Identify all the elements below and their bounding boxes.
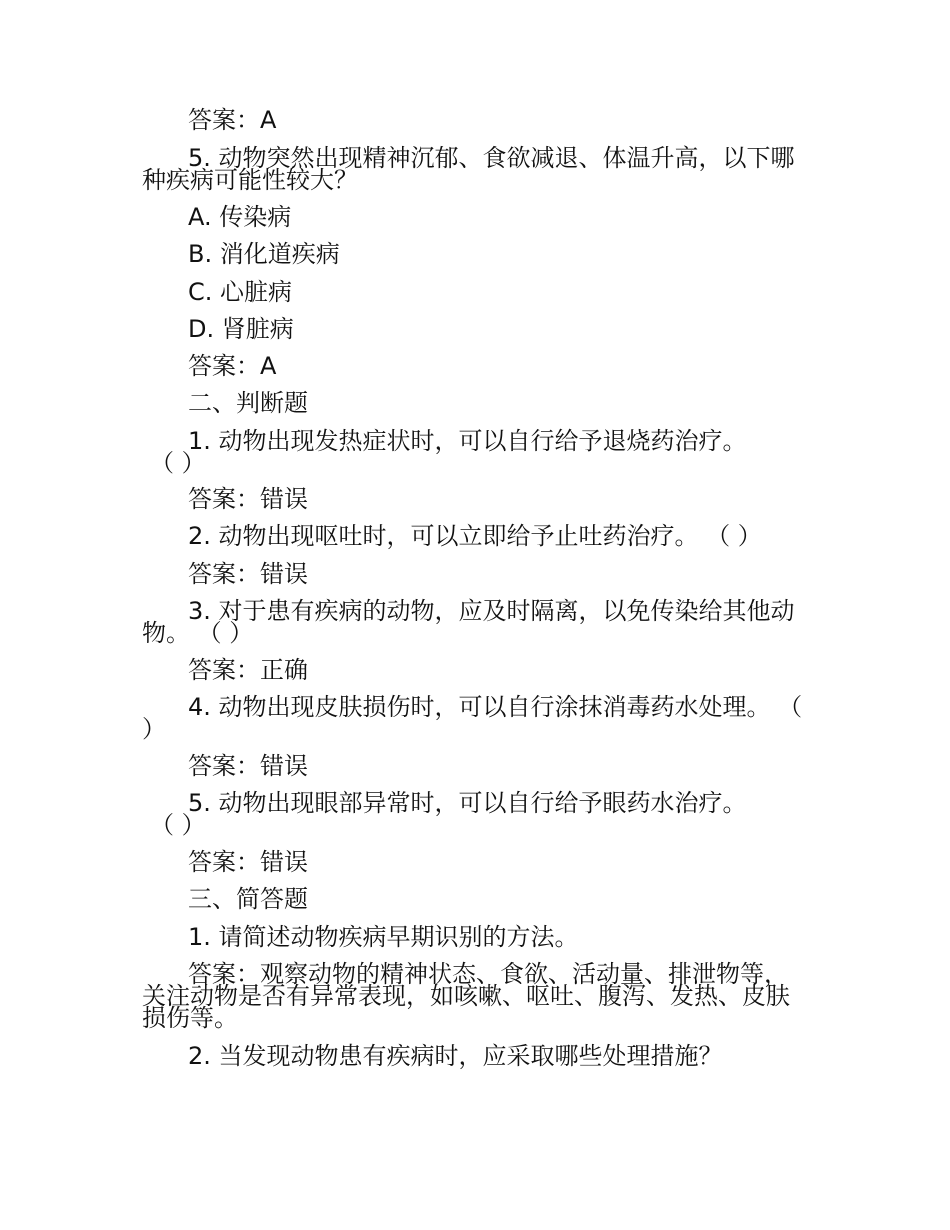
tf-answer-4: 答案：错误	[188, 752, 308, 780]
tf-question-5	[150, 789, 747, 839]
tf-question-4-line1: 4. 动物出现皮肤损伤时，可以自行涂抹消毒药水处理。 （	[188, 693, 803, 721]
short-answer-question-2: 2. 当发现动物患有疾病时，应采取哪些处理措施？	[188, 1042, 723, 1070]
tf-question-3	[142, 597, 795, 647]
tf-question-1-line1: 1. 动物出现发热症状时，可以自行给予退烧药治疗。	[188, 427, 747, 455]
question-5	[142, 144, 795, 194]
option-a: A. 传染病	[188, 203, 292, 231]
answer-q4: 答案：A	[188, 106, 277, 134]
short-answer-answer-1-line1: 答案：观察动物的精神状态、食欲、活动量、排泄物等，	[188, 960, 788, 988]
tf-question-4-line2: ）	[142, 715, 166, 743]
tf-question-1	[150, 427, 747, 477]
answer-q5: 答案：A	[188, 352, 277, 380]
section-heading-true-false: 二、判断题	[188, 389, 308, 417]
tf-answer-1: 答案：错误	[188, 485, 308, 513]
short-answer-question-1: 1. 请简述动物疾病早期识别的方法。	[188, 923, 579, 951]
tf-question-2: 2. 动物出现呕吐时，可以立即给予止吐药治疗。 （ ）	[188, 522, 762, 550]
tf-answer-5: 答案：错误	[188, 848, 308, 876]
question-5-line1: 5. 动物突然出现精神沉郁、食欲减退、体温升高，以下哪	[188, 144, 795, 172]
option-b: B. 消化道疾病	[188, 240, 340, 268]
option-c: C. 心脏病	[188, 278, 293, 306]
short-answer-answer-1	[142, 960, 790, 1032]
tf-question-5-line1: 5. 动物出现眼部异常时，可以自行给予眼药水治疗。	[188, 789, 747, 817]
short-answer-answer-1-line3: 损伤等。	[142, 1004, 238, 1032]
section-heading-short-answer: 三、简答题	[188, 885, 308, 913]
tf-question-5-line2: （ ）	[150, 811, 206, 839]
tf-answer-3: 答案：正确	[188, 656, 308, 684]
tf-question-4	[142, 693, 803, 743]
question-5-line2: 种疾病可能性较大？	[142, 166, 358, 194]
tf-answer-2: 答案：错误	[188, 560, 308, 588]
tf-question-3-line2: 物。 （ ）	[142, 619, 254, 647]
tf-question-1-line2: （ ）	[150, 449, 206, 477]
option-d: D. 肾脏病	[188, 315, 294, 343]
short-answer-answer-1-line2: 关注动物是否有异常表现，如咳嗽、呕吐、腹泻、发热、皮肤	[142, 982, 790, 1010]
tf-question-3-line1: 3. 对于患有疾病的动物，应及时隔离，以免传染给其他动	[188, 597, 795, 625]
